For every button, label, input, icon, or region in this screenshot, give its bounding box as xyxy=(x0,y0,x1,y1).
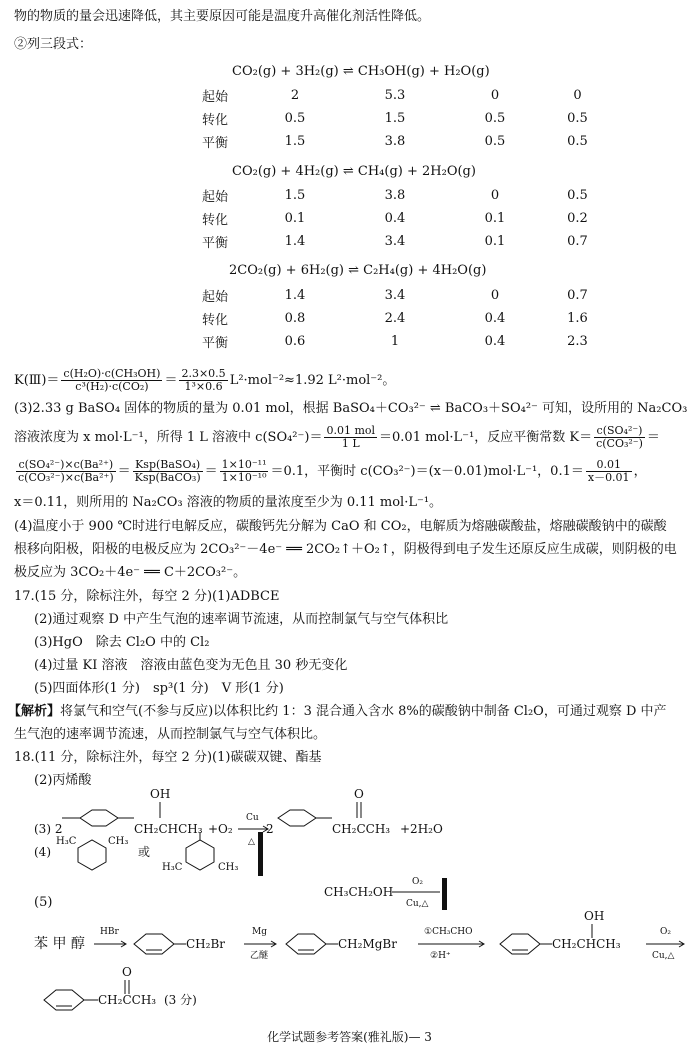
table-cell: 0 xyxy=(490,188,500,203)
carbonyl-oxygen: O xyxy=(122,965,132,979)
hydroxyl-label: OH xyxy=(150,787,171,801)
oxygen-reactant: +O₂ xyxy=(208,822,233,836)
q18-heading: 18.(11 分，除标注外，每空 2 分)(1)碳碳双键、酯基 xyxy=(14,750,322,765)
table-cell: 0.8 xyxy=(284,311,306,326)
table-cell: 1.6 xyxy=(567,311,588,326)
q17-answer-3: (3)HgO 除去 Cl₂O 中的 Cl₂ xyxy=(34,635,210,650)
reagent-label: O₂ xyxy=(412,877,423,887)
ice-equation-3: 2CO₂(g) + 6H₂(g) ⇌ C₂H₄(g) + 4H₂O(g) xyxy=(229,263,487,278)
score-label: (3 分) xyxy=(164,993,197,1007)
table-row xyxy=(202,184,625,207)
benzene-ring xyxy=(286,934,326,954)
fraction-numerator: 1×10⁻¹¹ xyxy=(221,458,267,471)
fraction-denominator: Ksp(BaCO₃) xyxy=(134,471,201,484)
product-label: CH₂CCH₃ xyxy=(98,993,157,1007)
water-product: +2H₂O xyxy=(400,822,443,836)
row-label: 起始 xyxy=(202,290,229,305)
table-cell: 0.7 xyxy=(567,288,588,303)
table-cell: 0.7 xyxy=(567,234,588,249)
fraction-numerator: Ksp(BaSO₄) xyxy=(133,459,203,472)
ice-table-3 xyxy=(202,284,625,353)
table-row xyxy=(202,130,625,153)
condition-label: Cu,△ xyxy=(406,899,429,909)
fraction-numerator: 0.01 xyxy=(586,459,632,472)
part4-line-3: 极反应为 3CO₂＋4e⁻ ══ C＋2CO₃²⁻。 xyxy=(14,565,247,580)
row-label: 转化 xyxy=(202,113,229,128)
k3-prefix: K(Ⅲ)＝ xyxy=(14,373,60,388)
part4-line-2: 根移向阳极，阳极的电极反应为 2CO₃²⁻－4e⁻ ══ 2CO₂↑＋O₂↑，阴极得到电子发生还原反应生成碳，则阴极的电 xyxy=(14,542,677,557)
fraction-denominator: c³(H₂)·c(CO₂) xyxy=(75,380,149,393)
table-cell: 0.1 xyxy=(484,211,506,226)
row-label: 平衡 xyxy=(202,136,229,151)
q18-answer-2: (2)丙烯酸 xyxy=(34,773,92,788)
q18-answer-5-label: (5) xyxy=(34,895,53,910)
heat-symbol: △ xyxy=(248,837,255,847)
q17-answer-4: (4)过量 KI 溶液 溶液由蓝色变为无色且 30 秒无变化 xyxy=(34,658,348,673)
table-cell: 2.4 xyxy=(384,311,406,326)
table-row xyxy=(202,307,625,330)
table-cell: 1.5 xyxy=(284,134,306,149)
table-row xyxy=(202,330,625,353)
row-label: 平衡 xyxy=(202,236,229,251)
table-cell: 2 xyxy=(290,88,300,103)
product-label: CH₂CHCH₃ xyxy=(552,937,621,951)
table-cell: 0 xyxy=(490,88,500,103)
table-cell: 3.8 xyxy=(384,134,406,149)
fraction xyxy=(594,425,645,450)
fraction xyxy=(586,459,632,484)
table-cell: 0.2 xyxy=(567,211,588,226)
table-cell: 1 xyxy=(390,334,400,349)
table-cell: 1.4 xyxy=(284,288,306,303)
reaction-label: (3) 2 xyxy=(34,822,63,836)
ring-structure-2 xyxy=(186,840,214,870)
table-cell: 1.4 xyxy=(284,234,306,249)
fraction-denominator: 1 L xyxy=(341,437,360,450)
table-cell: 0 xyxy=(573,88,582,103)
answer-label: (4) xyxy=(34,845,51,859)
row-label: 起始 xyxy=(202,190,229,205)
fraction-numerator: 0.01 mol xyxy=(326,424,376,437)
table-cell: 0.4 xyxy=(484,334,506,349)
table-cell: 0.6 xyxy=(284,334,306,349)
product-label: CH₂Br xyxy=(186,937,226,951)
row-label: 平衡 xyxy=(202,336,229,351)
table-row xyxy=(202,107,625,130)
q17-heading: 17.(15 分，除标注外，每空 2 分)(1)ADBCE xyxy=(14,589,280,604)
hydroxyl-label: OH xyxy=(584,909,605,923)
reagent-label: ①CH₃CHO xyxy=(424,927,473,937)
carbonyl-oxygen: O xyxy=(354,787,364,801)
table-cell: 0.5 xyxy=(567,188,588,203)
fraction-denominator: 1×10⁻¹⁰ xyxy=(221,471,267,484)
table-row xyxy=(202,207,625,230)
k3-suffix: L²·mol⁻²≈1.92 L²·mol⁻²。 xyxy=(229,373,396,388)
q17-answer-5: (5)四面体形(1 分) sp³(1 分) V 形(1 分) xyxy=(34,681,284,696)
fraction-denominator: 1³×0.6 xyxy=(184,380,223,393)
k3-fraction-1 xyxy=(61,368,162,393)
fraction xyxy=(324,425,377,450)
ice-equation-2: CO₂(g) + 4H₂(g) ⇌ CH₄(g) + 2H₂O(g) xyxy=(232,164,476,179)
table-cell: 5.3 xyxy=(384,88,406,103)
part3-line-2 xyxy=(14,424,660,452)
reagent-label: ②H⁺ xyxy=(430,951,451,961)
page-footer: 化学试题参考答案(雅礼版)— 3 xyxy=(267,1030,432,1044)
table-cell: 0.4 xyxy=(484,311,506,326)
fraction-numerator: c(SO₄²⁻) xyxy=(594,425,645,438)
ice-equation-1: CO₂(g) + 3H₂(g) ⇌ CH₃OH(g) + H₂O(g) xyxy=(232,64,490,79)
table-cell: 3.4 xyxy=(384,288,406,303)
table-cell: 0.5 xyxy=(284,111,306,126)
benzene-ring xyxy=(134,934,174,954)
reagent-label: HBr xyxy=(100,927,119,937)
ice-table-1 xyxy=(202,84,625,153)
table-cell: 0.1 xyxy=(484,234,506,249)
part4-line-1: (4)温度小于 900 ℃时进行电解反应，碳酸钙先分解为 CaO 和 CO₂，电解质为熔融碳酸盐，熔融碳酸钠中的碳酸 xyxy=(14,519,667,534)
benzyl-alcohol-label: 苯 甲 醇 xyxy=(34,936,85,952)
fraction xyxy=(220,459,269,484)
benzene-ring xyxy=(44,990,84,1010)
table-row xyxy=(202,230,625,253)
fraction-numerator: c(SO₄²⁻)×c(Ba²⁺) xyxy=(16,459,116,472)
fraction xyxy=(16,459,116,484)
scan-mark xyxy=(442,878,447,910)
q17-analysis-line-1 xyxy=(8,703,667,721)
solvent-label: 乙醚 xyxy=(250,951,269,961)
or-label: 或 xyxy=(138,845,151,859)
fraction xyxy=(133,459,203,484)
table-cell: 0.4 xyxy=(384,211,406,226)
table-cell: 1.5 xyxy=(284,188,306,203)
fraction-denominator: c(CO₃²⁻) xyxy=(596,437,643,450)
cyclohexane-ring-1 xyxy=(80,810,118,826)
text-run: ＝ xyxy=(646,430,660,445)
table-cell: 0.5 xyxy=(567,134,588,149)
q18-synthesis-route xyxy=(0,870,699,1030)
fraction-numerator: c(H₂O)·c(CH₃OH) xyxy=(63,367,161,380)
row-label: 起始 xyxy=(202,90,229,105)
reagent-label: O₂ xyxy=(660,927,671,937)
methyl-label: CH₃ xyxy=(108,836,129,847)
table-cell: 3.4 xyxy=(384,234,406,249)
ring-structure-1 xyxy=(78,840,106,870)
table-cell: 0 xyxy=(490,288,500,303)
text-run: 溶液浓度为 x mol·L⁻¹，所得 1 L 溶液中 c(SO₄²⁻)＝ xyxy=(14,430,323,445)
intro-line-2: ②列三段式： xyxy=(14,37,93,52)
fraction-numerator: 2.3×0.5 xyxy=(181,367,226,380)
row-label: 转化 xyxy=(202,313,229,328)
benzene-ring xyxy=(500,934,540,954)
methyl-label: H₃C xyxy=(162,862,183,873)
fraction-denominator: c(CO₃²⁻)×c(Ba²⁺) xyxy=(18,471,114,484)
part3-line-1: (3)2.33 g BaSO₄ 固体的物质的量为 0.01 mol，根据 BaSO₄＋CO₃²⁻ ⇌ BaCO₃＋SO₄²⁻ 可知，设所用的 Na₂CO₃ xyxy=(14,401,688,416)
row-label: 转化 xyxy=(202,213,229,228)
k3-expression: K(Ⅲ)＝ $\frac{\text{c(H₂O)·c(CH₃OH)}}{\text{c³(H₂)·c(CO₂)}}$ ＝ $\frac{2.3\times 0.5}{\text{1³×0.6}}$ L²·mol⁻²≈1.92 L²·mol⁻²。 xyxy=(14,367,396,393)
intro-line-1: 物的物质的量会迅速降低，其主要原因可能是温度升高催化剂活性降低。 xyxy=(14,9,431,24)
q17-answer-2: (2)通过观察 D 中产生气泡的速率调节流速，从而控制氯气与空气体积比 xyxy=(34,612,449,627)
coefficient: 2 xyxy=(266,822,274,836)
analysis-tag: 【解析】 xyxy=(8,704,61,719)
reagent-label: Mg xyxy=(252,927,267,937)
table-cell: 0.5 xyxy=(567,111,588,126)
table-cell: 0.5 xyxy=(484,134,506,149)
text-run: 将氯气和空气(不参与反应)以体积比约 1：3 混合通入含水 8%的碳酸钠中制备 Cl₂O，可通过观察 D 中产 xyxy=(60,704,667,719)
cyclohexane-ring-2 xyxy=(278,810,316,826)
condition-label: Cu,△ xyxy=(652,951,675,961)
part3-line-3: $\frac{\text{c(SO₄²⁻)×c(Ba²⁺)}}{\text{c(CO₃²⁻)×c(Ba²⁺)}}$ ＝ $\frac{\text{Ksp(BaSO₄)}}{\text{Ksp(BaCO₃)}}$ ＝ $\frac{\text{1×10⁻¹¹}}{\text{1×10⁻¹⁰}}$ ＝0.1，平衡时 c(CO₃²⁻)＝(x－0.01)mol·L⁻¹，0.1＝ $\frac{0.01}{x-0.01}$ ， xyxy=(18,458,647,484)
table-cell: 2.3 xyxy=(567,334,588,349)
table-cell: 0.5 xyxy=(484,111,506,126)
table-row xyxy=(202,284,625,307)
table-cell: 0.1 xyxy=(284,211,306,226)
methyl-label: CH₃ xyxy=(218,862,239,873)
text-run: ＝0.1，平衡时 c(CO₃²⁻)＝(x－0.01)mol·L⁻¹，0.1＝ xyxy=(270,464,584,479)
chain-label-2: CH₂CCH₃ xyxy=(332,822,391,836)
chain-label-1: CH₂CHCH₃ xyxy=(134,822,203,836)
methyl-label: H₃C xyxy=(56,836,77,847)
part3-line-4: x＝0.11，则所用的 Na₂CO₃ 溶液的物质的量浓度至少为 0.11 mol·L⁻¹。 xyxy=(14,495,443,510)
catalyst-label: Cu xyxy=(246,813,259,823)
fraction-denominator: x－0.01 xyxy=(587,471,630,484)
q17-analysis-line-2: 生气泡的速率调节流速，从而控制氯气与空气体积比。 xyxy=(14,727,327,742)
product-label: CH₂MgBr xyxy=(338,937,397,951)
ethanol-label: CH₃CH₂OH xyxy=(324,885,394,899)
table-cell: 3.8 xyxy=(384,188,406,203)
table-row xyxy=(202,84,625,107)
ice-table-2 xyxy=(202,184,625,253)
table-cell: 1.5 xyxy=(384,111,406,126)
text-run: ＝0.01 mol·L⁻¹，反应平衡常数 K＝ xyxy=(379,430,593,445)
k3-fraction-2 xyxy=(179,368,227,393)
